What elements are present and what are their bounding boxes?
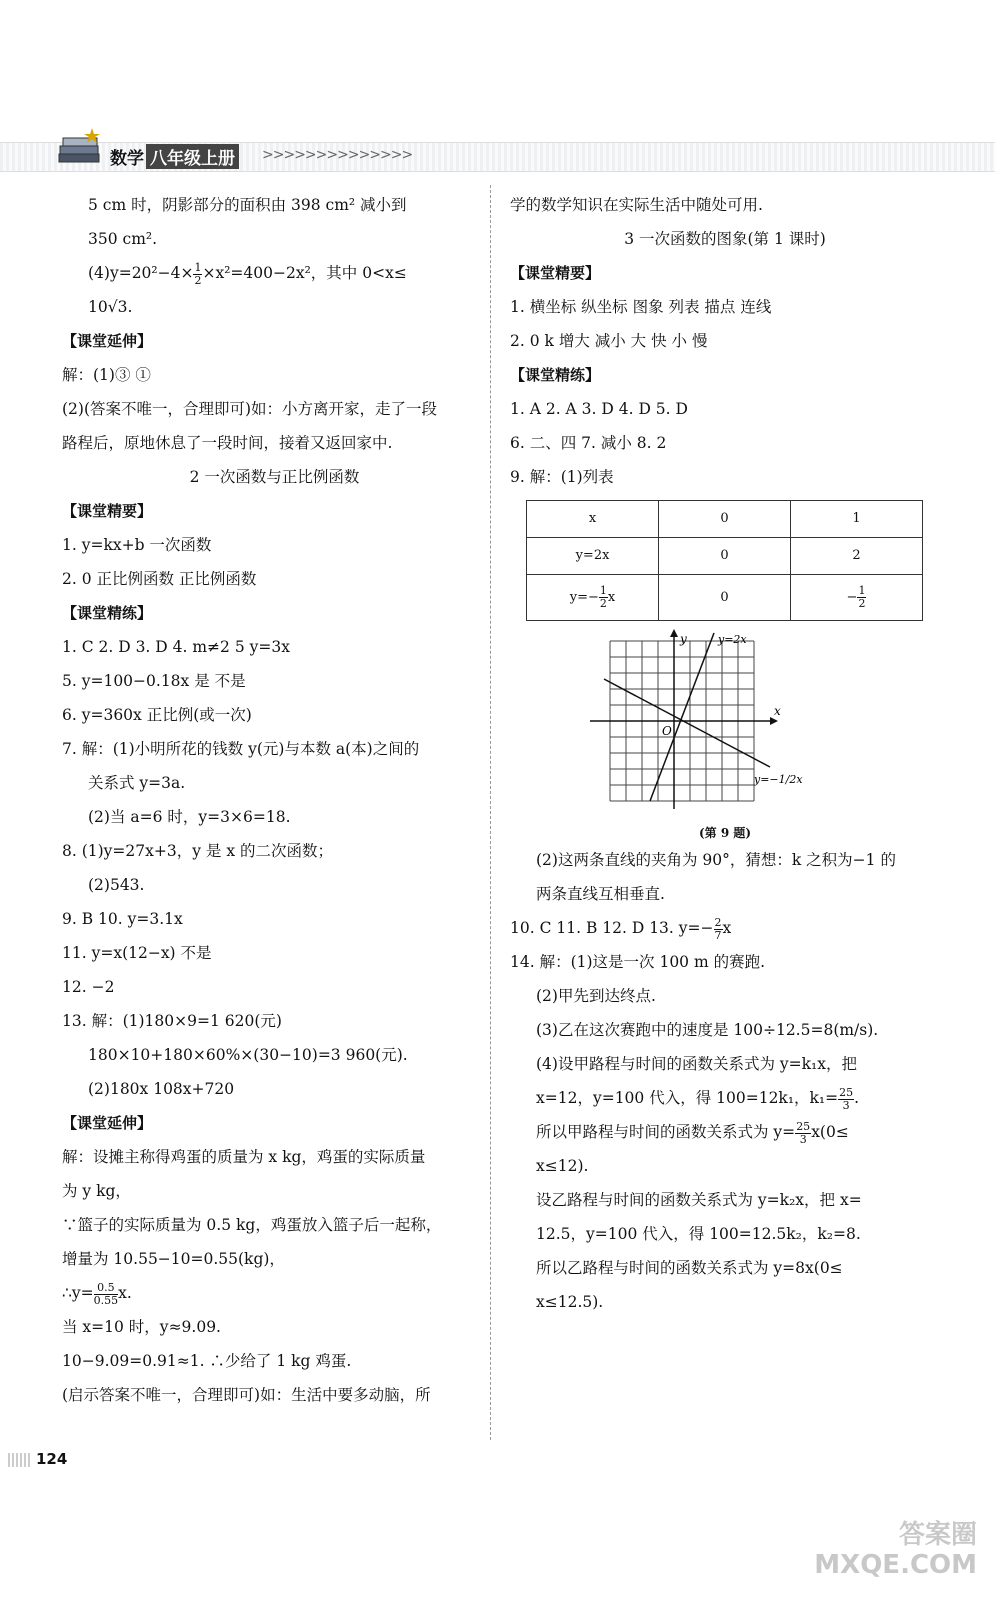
text-line: 解：设摊主称得鸡蛋的质量为 x kg，鸡蛋的实际质量 (62, 1148, 426, 1166)
text-line: (4)y=20²−4× $\frac{1}{2}$ ×x²=400−2x²，其中 0<x≤ (88, 260, 407, 287)
text-line: 当 x=10 时，y≈9.09. (62, 1318, 221, 1336)
text-line: 11. y=x(12−x) 不是 (62, 944, 212, 962)
table-cell: 0 (659, 501, 791, 538)
left-column (62, 188, 487, 1412)
text-line: (2)543. (88, 876, 145, 894)
section-heading: 【课堂精练】 (510, 366, 601, 384)
header-arrows: >>>>>>>>>>>>>> (262, 147, 413, 163)
text-line: 2. 0 正比例函数 正比例函数 (62, 570, 257, 588)
table-cell: 2 (791, 538, 923, 575)
y-axis-label: y (680, 632, 687, 646)
fraction: $\frac{2}{7}$ (714, 915, 722, 942)
section-heading: 【课堂精要】 (510, 264, 601, 282)
fraction: $\frac{1}{2}$ (194, 260, 202, 287)
table-cell: y=− $\frac{1}{2}$ x (527, 575, 659, 621)
text-line: (2)甲先到达终点. (536, 987, 656, 1005)
text-line: 增量为 10.55−10=0.55(kg)， (62, 1250, 285, 1268)
text-line: 6. 二、四 7. 减小 8. 2 (510, 434, 667, 452)
text-line: 2. 0 k 增大 减小 大 快 小 慢 (510, 332, 708, 350)
table-cell: 0 (659, 575, 791, 621)
text-line: 1. 横坐标 纵坐标 图象 列表 描点 连线 (510, 298, 772, 316)
text-line: 10−9.09=0.91≈1. ∴少给了 1 kg 鸡蛋. (62, 1352, 352, 1370)
text-line: x≤12). (536, 1157, 589, 1175)
page-header (0, 120, 995, 180)
header-title: 数学 八年级上册 (110, 144, 239, 169)
lesson-title: 2 一次函数与正比例函数 (189, 468, 360, 486)
fraction: $\frac{0.5}{0.55}$ (93, 1280, 119, 1307)
text-line: ∵篮子的实际质量为 0.5 kg，鸡蛋放入篮子后一起称， (62, 1216, 442, 1234)
text-line: 路程后，原地休息了一段时间，接着又返回家中. (62, 434, 393, 452)
text-line: 为 y kg， (62, 1182, 131, 1200)
x-axis-label: x (774, 704, 781, 718)
table-row (527, 501, 923, 538)
text-line: (2)180x 108x+720 (88, 1080, 235, 1098)
table-cell: 0 (659, 538, 791, 575)
line1-label: y=2x (718, 633, 747, 646)
text-line: 14. 解：(1)这是一次 100 m 的赛跑. (510, 953, 766, 971)
column-divider (490, 185, 491, 1440)
x-axis-arrow (770, 717, 778, 725)
text-line: 所以甲路程与时间的函数关系式为 y= $\frac{25}{3}$ x(0≤ (536, 1119, 849, 1146)
text-line: 6. y=360x 正比例(或一次) (62, 706, 252, 724)
book-stack-icon (56, 126, 104, 166)
value-table (526, 500, 923, 621)
text-line: (2)当 a=6 时，y=3×6=18. (88, 808, 291, 826)
origin-label: O (662, 724, 672, 738)
table-cell: 1 (791, 501, 923, 538)
page-number: 124 (36, 1450, 68, 1468)
text-line: 5 cm 时，阴影部分的面积由 398 cm² 减小到 (88, 196, 407, 214)
text-line: 1. A 2. A 3. D 4. D 5. D (510, 400, 688, 418)
table-cell: y=2x (527, 538, 659, 575)
section-heading: 【课堂精要】 (62, 502, 153, 520)
text-line: 10. C 11. B 12. D 13. y=− $\frac{2}{7}$ x (510, 915, 732, 942)
table-row (527, 538, 923, 575)
text-line: 7. 解：(1)小明所花的钱数 y(元)与本数 a(本)之间的 (62, 740, 420, 758)
text-line: ∴y= $\frac{0.5}{0.55}$ x. (62, 1280, 132, 1307)
text-line: 设乙路程与时间的函数关系式为 y=k₂x，把 x= (536, 1191, 862, 1209)
section-heading: 【课堂延伸】 (62, 1114, 153, 1132)
text-line: 9. 解：(1)列表 (510, 468, 614, 486)
table-cell: − $\frac{1}{2}$ (791, 575, 923, 621)
text-line: 8. (1)y=27x+3，y 是 x 的二次函数； (62, 842, 334, 860)
text-line: 10√3. (88, 298, 133, 316)
text-line: x=12，y=100 代入，得 100=12k₁，k₁= $\frac{25}{3}$ . (536, 1085, 860, 1112)
lesson-title: 3 一次函数的图象(第 1 课时) (624, 230, 826, 248)
text-line: 1. C 2. D 3. D 4. m≠2 5 y=3x (62, 638, 290, 656)
text-line: 1. y=kx+b 一次函数 (62, 536, 212, 554)
watermark: 答案圈 MXQE.COM (814, 1520, 977, 1580)
text-line: 13. 解：(1)180×9=1 620(元) (62, 1012, 282, 1030)
text-line: (启示答案不唯一，合理即可)如：生活中要多动脑，所 (62, 1386, 431, 1404)
footer-decoration (8, 1453, 32, 1467)
text-line: 5. y=100−0.18x 是 不是 (62, 672, 246, 690)
text-line: (3)乙在这次赛跑中的速度是 100÷12.5=8(m/s). (536, 1021, 879, 1039)
line-y-2x (650, 633, 714, 801)
table-cell: x (527, 501, 659, 538)
text-line: 所以乙路程与时间的函数关系式为 y=8x(0≤ (536, 1259, 843, 1277)
text-line: (2)(答案不唯一，合理即可)如：小方离开家，走了一段 (62, 400, 438, 418)
line2-label: y=−1/2x (754, 773, 803, 786)
text-line: 9. B 10. y=3.1x (62, 910, 183, 928)
text-line: 180×10+180×60%×(30−10)=3 960(元). (88, 1046, 408, 1064)
text-line: 12. −2 (62, 978, 115, 996)
text-line: 解：(1)③ ① (62, 366, 151, 384)
figure-caption: (第 9 题) (698, 826, 752, 840)
text-line: (4)设甲路程与时间的函数关系式为 y=k₁x，把 (536, 1055, 857, 1073)
text-line: 350 cm². (88, 230, 158, 248)
function-graph (590, 631, 803, 811)
fraction: $\frac{25}{3}$ (796, 1119, 811, 1146)
right-column (510, 188, 940, 1319)
line-y-neg-half-x (604, 679, 770, 767)
section-heading: 【课堂精练】 (62, 604, 153, 622)
text-line: 学的数学知识在实际生活中随处可用. (510, 196, 763, 214)
text-line: 12.5，y=100 代入，得 100=12.5k₂，k₂=8. (536, 1225, 861, 1243)
grade-badge: 八年级上册 (146, 144, 239, 169)
text-line: 关系式 y=3a. (88, 774, 186, 792)
text-line: (2)这两条直线的夹角为 90°，猜想：k 之积为−1 的 (536, 851, 896, 869)
text-line: x≤12.5). (536, 1293, 604, 1311)
section-heading: 【课堂延伸】 (62, 332, 153, 350)
fraction: $\frac{25}{3}$ (839, 1085, 854, 1112)
table-row (527, 575, 923, 621)
y-axis-arrow (670, 629, 678, 637)
text-line: 两条直线互相垂直. (536, 885, 665, 903)
